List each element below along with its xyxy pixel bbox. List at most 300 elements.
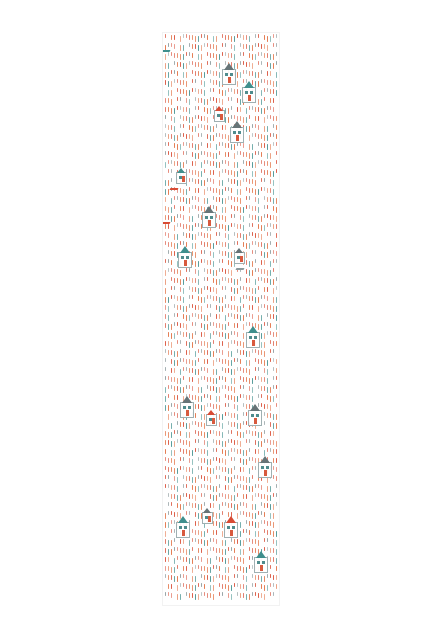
pattern-stroke [261,169,262,173]
pattern-stroke [165,349,166,353]
pattern-stroke [222,160,223,164]
pattern-stroke [183,457,184,461]
pattern-stroke [237,358,238,362]
pattern-stroke [273,440,274,445]
pattern-stroke [174,117,175,123]
pattern-stroke [183,306,184,312]
pattern-stroke [225,125,226,130]
pattern-stroke [249,106,250,110]
pattern-stroke [243,549,244,555]
pattern-stroke [210,576,211,582]
pattern-stroke [210,377,211,382]
pattern-stroke [225,324,226,330]
pattern-stroke [270,358,271,362]
pattern-stroke [198,358,199,362]
pattern-stroke [243,558,244,564]
pattern-stroke [276,233,277,238]
pattern-stroke [177,340,178,344]
pattern-stroke [246,161,247,166]
pattern-stroke [252,124,253,128]
house-icon [230,127,244,143]
pattern-stroke [189,61,190,65]
pattern-stroke [228,576,229,582]
pattern-stroke [195,88,196,92]
pattern-stroke [243,432,244,438]
house-icon [248,410,262,426]
pattern-stroke [231,439,232,443]
pattern-stroke [246,421,247,425]
pattern-stroke [189,315,190,321]
pattern-stroke [198,214,199,218]
pattern-stroke [171,441,172,447]
pattern-stroke [273,189,274,195]
pattern-stroke [216,457,217,461]
pattern-stroke [165,566,166,571]
pattern-stroke [207,198,208,204]
pattern-stroke [219,548,220,553]
pattern-stroke [243,333,244,339]
pattern-stroke [222,359,223,364]
pattern-stroke [252,215,253,220]
pattern-stroke [267,126,268,132]
pattern-stroke [240,593,241,598]
pattern-stroke [171,511,172,515]
pattern-stroke [246,377,247,382]
pattern-stroke [264,404,265,409]
pattern-stroke [231,395,232,400]
pattern-stroke [273,314,274,319]
pattern-stroke [186,557,187,562]
pattern-stroke [171,216,172,222]
pattern-stroke [198,530,199,535]
pattern-stroke [168,575,169,580]
pattern-stroke [258,385,259,389]
pattern-stroke [234,223,235,227]
pattern-stroke [201,133,202,137]
pattern-stroke [189,108,190,114]
pattern-stroke [177,97,178,101]
pattern-stroke [237,349,238,353]
pattern-stroke [243,412,244,416]
pattern-stroke [261,52,262,56]
pattern-stroke [258,306,259,312]
pattern-stroke [207,277,208,281]
pattern-stroke [240,549,241,555]
pattern-stroke [219,72,220,78]
pattern-stroke [240,584,241,589]
pattern-stroke [198,296,199,301]
pattern-stroke [219,268,220,272]
pattern-stroke [177,594,178,600]
pattern-stroke [183,297,184,303]
pattern-stroke [192,70,193,74]
pattern-stroke [171,342,172,348]
pattern-stroke [255,206,256,211]
house-door-icon [254,418,257,424]
pattern-stroke [252,556,253,560]
pattern-stroke [264,35,265,40]
pattern-stroke [252,457,253,461]
pattern-stroke [183,45,184,51]
pattern-stroke [210,170,211,175]
pattern-stroke [192,503,193,508]
pattern-stroke [228,342,229,348]
pattern-stroke [264,161,265,166]
pattern-stroke [171,268,172,272]
pattern-stroke [195,413,196,418]
pattern-stroke [192,333,193,339]
pattern-stroke [195,530,196,535]
pattern-stroke [246,459,247,465]
pattern-stroke [273,396,274,402]
pattern-stroke [249,360,250,366]
pattern-stroke [186,116,187,121]
pattern-stroke [213,547,214,551]
pattern-stroke [228,304,229,308]
pattern-stroke [219,189,220,195]
pattern-stroke [213,36,214,42]
pattern-stroke [237,493,238,497]
pattern-stroke [192,79,193,83]
pattern-stroke [180,62,181,67]
pattern-stroke [168,169,169,173]
pattern-stroke [174,143,175,148]
pattern-stroke [174,441,175,447]
pattern-stroke [177,322,178,326]
pattern-stroke [186,476,187,481]
pattern-stroke [213,243,214,249]
pattern-stroke [267,161,268,166]
pattern-stroke [249,468,250,474]
pattern-stroke [240,557,241,562]
pattern-stroke [204,286,205,290]
pattern-stroke [213,457,214,461]
pattern-stroke [183,422,184,427]
pattern-stroke [228,88,229,92]
pattern-stroke [174,386,175,391]
pattern-stroke [189,134,190,139]
pattern-stroke [261,377,262,382]
pattern-stroke [264,585,265,591]
pattern-stroke [240,458,241,463]
pattern-stroke [252,565,253,569]
pattern-stroke [180,296,181,301]
pattern-stroke [270,495,271,501]
pattern-stroke [249,386,250,391]
pattern-stroke [213,503,214,508]
pattern-stroke [261,216,262,222]
pattern-stroke [174,476,175,481]
pattern-stroke [189,277,190,281]
pattern-stroke [225,567,226,573]
house-window-icon [179,526,182,529]
pattern-stroke [267,313,268,317]
pattern-stroke [261,394,262,398]
pattern-stroke [246,205,247,209]
pattern-stroke [186,575,187,580]
pattern-stroke [276,423,277,429]
pattern-stroke [237,98,238,103]
pattern-stroke [270,431,271,436]
pattern-stroke [168,423,169,429]
pattern-stroke [234,331,235,335]
pattern-stroke [264,503,265,508]
pattern-stroke [192,368,193,373]
pattern-stroke [261,494,262,499]
pattern-stroke [252,466,253,470]
pattern-stroke [219,89,220,94]
pattern-stroke [246,412,247,416]
pattern-stroke [249,126,250,132]
pattern-stroke [225,377,226,382]
pattern-stroke [222,592,223,596]
pattern-stroke [204,350,205,355]
pattern-stroke [228,477,229,483]
pattern-stroke [165,180,166,186]
pattern-stroke [165,241,166,245]
pattern-stroke [198,504,199,510]
pattern-stroke [243,295,244,299]
pattern-stroke [240,315,241,321]
pattern-stroke [228,196,229,200]
pattern-stroke [237,449,238,454]
pattern-stroke [207,35,208,40]
house-icon [254,557,268,573]
pattern-stroke [183,124,184,128]
pattern-stroke [222,458,223,463]
pattern-stroke [183,493,184,497]
pattern-stroke [234,495,235,501]
pattern-stroke [261,511,262,515]
pattern-stroke [207,441,208,447]
pattern-stroke [255,358,256,362]
pattern-stroke [228,234,229,240]
pattern-stroke [219,405,220,411]
pattern-stroke [228,403,229,407]
pattern-stroke [171,152,172,157]
pattern-stroke [273,288,274,294]
pattern-stroke [168,432,169,438]
pattern-stroke [240,43,241,47]
pattern-stroke [177,378,178,384]
pattern-stroke [276,558,277,564]
pattern-stroke [267,439,268,443]
pattern-stroke [249,45,250,51]
pattern-stroke [234,574,235,578]
pattern-stroke [180,504,181,510]
pattern-stroke [252,539,253,544]
pattern-stroke [267,305,268,310]
pattern-stroke [273,81,274,87]
pattern-stroke [225,368,226,373]
pattern-stroke [213,530,214,535]
pattern-stroke [201,493,202,497]
pattern-stroke [201,259,202,263]
pattern-stroke [270,513,271,519]
pattern-stroke [267,214,268,218]
pattern-stroke [231,53,232,58]
pattern-stroke [231,585,232,591]
pattern-stroke [240,224,241,229]
pattern-stroke [195,223,196,227]
pattern-stroke [165,189,166,195]
pattern-stroke [243,169,244,173]
pattern-stroke [243,529,244,533]
pattern-stroke [186,350,187,355]
pattern-stroke [228,35,229,40]
pattern-stroke [240,511,241,515]
pattern-stroke [192,117,193,123]
pattern-stroke [273,531,274,537]
pattern-stroke [267,278,268,283]
pattern-stroke [243,494,244,499]
pattern-stroke [270,530,271,535]
pattern-stroke [201,297,202,303]
pattern-stroke [192,196,193,200]
pattern-stroke [270,144,271,150]
pattern-stroke [267,395,268,400]
pattern-stroke [192,322,193,326]
pattern-stroke [270,557,271,562]
pattern-stroke [243,315,244,321]
pattern-stroke [192,243,193,249]
pattern-stroke [171,81,172,87]
pattern-stroke [258,207,259,213]
pattern-stroke [240,522,241,528]
pattern-stroke [219,341,220,346]
pattern-stroke [261,432,262,438]
pattern-stroke [243,403,244,407]
pattern-stroke [189,187,190,191]
pattern-stroke [261,234,262,240]
house-door-icon [220,114,223,120]
pattern-stroke [192,558,193,564]
pattern-stroke [192,585,193,591]
pattern-stroke [189,558,190,564]
pattern-stroke [234,115,235,119]
pattern-stroke [168,458,169,463]
pattern-stroke [255,241,256,245]
pattern-stroke [204,160,205,164]
pattern-stroke [216,530,217,535]
pattern-stroke [273,367,274,371]
pattern-stroke [243,511,244,515]
pattern-stroke [210,70,211,74]
pattern-stroke [261,485,262,490]
roof-flag-icon [236,268,245,270]
pattern-stroke [255,180,256,186]
pattern-stroke [249,556,250,560]
pattern-stroke [273,475,274,479]
pattern-stroke [186,324,187,330]
pattern-stroke [261,502,262,506]
pattern-stroke [198,475,199,479]
pattern-stroke [174,412,175,416]
pattern-stroke [264,377,265,382]
pattern-stroke [213,439,214,443]
pattern-stroke [270,279,271,285]
pattern-stroke [243,216,244,222]
pattern-stroke [171,178,172,182]
pattern-stroke [177,468,178,474]
pattern-stroke [183,224,184,229]
pattern-stroke [195,170,196,175]
pattern-stroke [213,97,214,101]
pattern-stroke [228,322,229,326]
pattern-stroke [216,206,217,211]
pattern-stroke [213,287,214,292]
pattern-stroke [183,376,184,380]
pattern-stroke [186,449,187,454]
pattern-stroke [204,440,205,445]
pattern-stroke [270,448,271,452]
pattern-stroke [276,61,277,65]
pattern-stroke [198,396,199,402]
pattern-stroke [210,251,211,256]
pattern-stroke [201,414,202,420]
pattern-stroke [243,567,244,573]
pattern-stroke [195,106,196,110]
pattern-stroke [240,61,241,65]
house-window-icon [225,73,228,76]
pattern-stroke [252,431,253,436]
decorative-artwork [162,32,280,606]
pattern-stroke [258,277,259,281]
pattern-stroke [246,70,247,74]
pattern-stroke [219,358,220,362]
pattern-stroke [237,151,238,155]
pattern-stroke [201,405,202,411]
pattern-stroke [201,574,202,578]
pattern-stroke [225,251,226,256]
pattern-stroke [201,341,202,346]
pattern-stroke [213,468,214,474]
pattern-stroke [174,44,175,49]
pattern-stroke [201,80,202,85]
pattern-stroke [252,171,253,177]
pattern-stroke [201,475,202,479]
pattern-stroke [204,484,205,488]
pattern-stroke [252,314,253,319]
pattern-stroke [276,566,277,571]
pattern-stroke [264,386,265,391]
pattern-stroke [231,305,232,310]
house-window-icon [227,526,230,529]
pattern-stroke [165,557,166,562]
pattern-stroke [186,592,187,596]
pattern-stroke [204,502,205,506]
pattern-stroke [276,169,277,173]
pattern-stroke [267,197,268,202]
pattern-stroke [195,477,196,483]
pattern-stroke [264,430,265,434]
pattern-stroke [198,513,199,519]
pattern-stroke [168,90,169,96]
pattern-stroke [168,511,169,515]
pattern-stroke [213,331,214,335]
pattern-stroke [261,187,262,191]
pattern-stroke [246,351,247,357]
house-window-icon [251,414,254,417]
pattern-stroke [219,475,220,479]
house-window-icon [266,466,269,469]
pattern-stroke [216,124,217,128]
pattern-stroke [177,486,178,492]
pattern-stroke [273,466,274,470]
pattern-stroke [168,376,169,380]
pattern-stroke [216,162,217,168]
pattern-stroke [171,125,172,130]
